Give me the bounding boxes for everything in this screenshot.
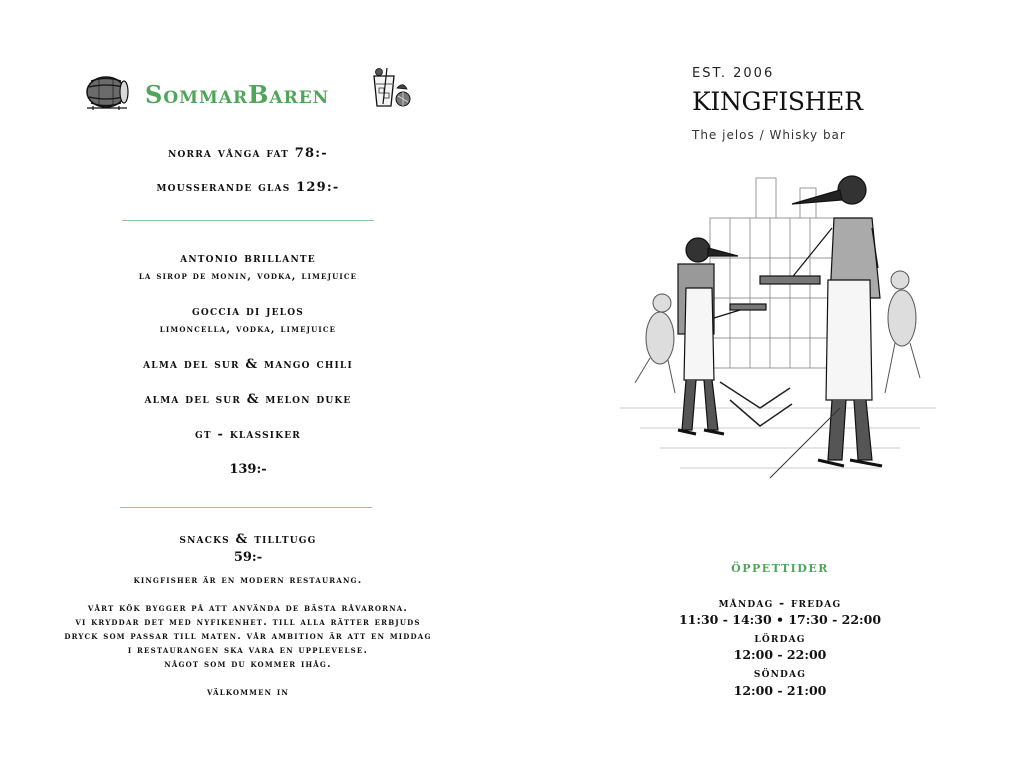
about-text: i restaurangen ska vara en upplevelse. — [127, 645, 369, 656]
opening-hours-title: öppettider — [731, 558, 829, 576]
price-line-draft: norra vånga fat 78:- — [168, 146, 328, 161]
brand-tagline: The jelos / Whisky bar — [692, 128, 846, 142]
snacks-price: 59:- — [233, 550, 263, 565]
hours-day-label: söndag — [753, 665, 807, 680]
about-text: kingfisher är en modern restaurang. — [133, 575, 363, 586]
bird-waiters-illustration — [620, 168, 936, 498]
menu-title: SommarBaren — [145, 80, 330, 109]
hours-day-label: måndag - fredag — [718, 595, 842, 610]
drink-description: limoncella, vodka, limejuice — [159, 323, 337, 335]
drink-name: alma del sur & mango chili — [143, 357, 353, 372]
about-text: vi kryddar det med nyfikenhet. till alla rätter erbjuds — [75, 617, 421, 628]
hours-time: 12:00 - 22:00 — [733, 647, 827, 662]
right-info-page — [512, 0, 1024, 762]
drinks-price: 139:- — [229, 462, 267, 477]
barrel-icon — [81, 73, 131, 111]
hours-day-label: lördag — [754, 630, 806, 645]
hours-time: 11:30 - 14:30 • 17:30 - 22:00 — [678, 612, 882, 627]
snacks-title: snacks & tilltugg — [179, 532, 317, 547]
cocktail-glass-icon — [370, 66, 412, 110]
drink-name: goccia di jelos — [192, 304, 304, 319]
drink-name: gt - klassiker — [195, 427, 301, 442]
drink-name: alma del sur & melon duke — [144, 392, 352, 407]
established-text: EST. 2006 — [692, 66, 775, 81]
section-divider — [122, 220, 374, 221]
drink-description: la sirop de monin, vodka, limejuice — [138, 270, 358, 282]
about-text: vårt kök bygger på att använda de bästa råvarorna. — [87, 603, 409, 614]
welcome-text: välkommen in — [206, 687, 290, 698]
about-text: något som du kommer ihåg. — [164, 659, 332, 670]
section-divider — [120, 507, 372, 508]
price-line-sparkling: mousserande glas 129:- — [156, 180, 340, 195]
brand-name: KINGFISHER — [692, 87, 863, 116]
about-text: dryck som passar till maten. vår ambition är att en middag — [64, 631, 432, 642]
hours-time: 12:00 - 21:00 — [733, 683, 827, 698]
drink-name: antonio brillante — [180, 251, 316, 266]
